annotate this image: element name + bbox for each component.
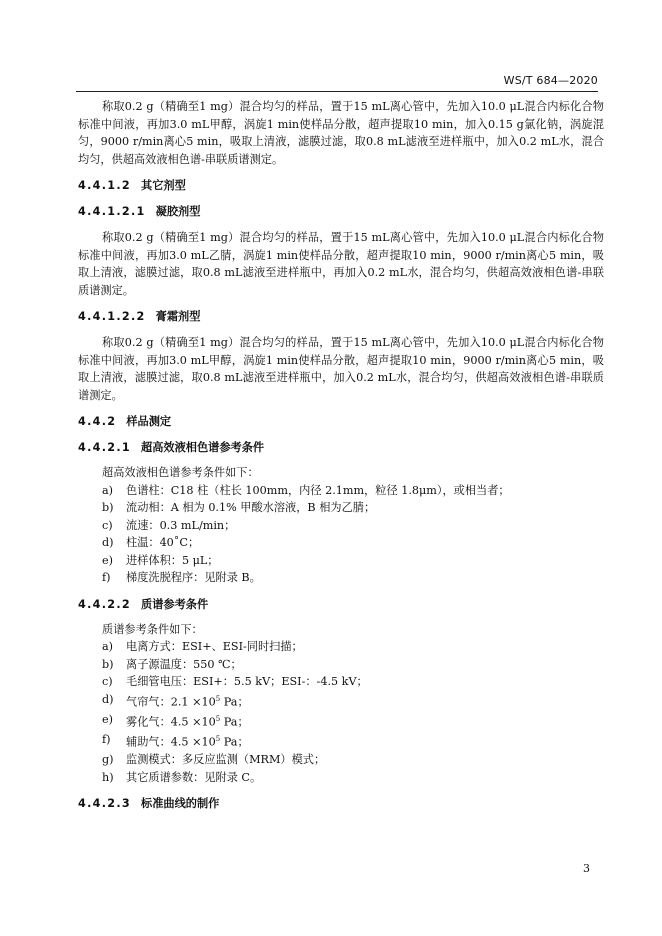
list-label: e) [102, 712, 113, 726]
ms-conditions-list [78, 638, 604, 786]
list-label: d) [102, 536, 114, 549]
list-label: g) [102, 753, 114, 767]
list-item [78, 711, 604, 731]
heading-title: 膏霜剂型 [155, 310, 201, 323]
ms-conditions-intro: 质谱参考条件如下： [102, 622, 203, 636]
heading-number: 4.4.1.2 [78, 179, 131, 192]
list-text-suffix: Pa； [220, 695, 249, 709]
list-item [78, 751, 604, 769]
heading-title: 超高效液相色谱参考条件 [141, 441, 265, 454]
list-text-suffix: Pa； [220, 715, 249, 729]
page-content [78, 98, 604, 812]
heading-4-4-1-2 [78, 177, 604, 194]
list-text: 离子源温度：550 ℃； [126, 657, 242, 671]
heading-4-4-2 [78, 413, 604, 430]
list-label: c) [102, 518, 113, 532]
heading-title: 质谱参考条件 [141, 597, 209, 611]
list-text: 毛细管电压：ESI+：5.5 kV；ESI-：-4.5 kV； [126, 675, 368, 688]
heading-number: 4.4.2.2 [78, 597, 131, 611]
list-item [78, 691, 604, 711]
list-item [78, 499, 604, 517]
list-item [78, 534, 604, 552]
uplc-conditions-list [78, 482, 604, 587]
list-text: 其它质谱参数：见附录 C。 [126, 770, 262, 784]
list-item [78, 731, 604, 751]
list-label: a) [102, 483, 114, 497]
list-item [78, 673, 604, 691]
heading-4-4-2-1 [78, 439, 604, 456]
exponent: 5 [215, 694, 221, 703]
list-label: b) [102, 501, 114, 514]
heading-4-4-1-2-2 [78, 308, 604, 325]
list-text: 柱温：40˚C； [126, 536, 200, 549]
heading-title: 样品测定 [126, 415, 172, 428]
list-text: 流速：0.3 mL/min； [126, 518, 236, 532]
list-label: d) [102, 692, 114, 706]
list-text-suffix: Pa； [220, 735, 249, 749]
list-label: f) [102, 571, 111, 584]
list-label: f) [102, 732, 111, 746]
list-item [78, 769, 604, 787]
list-item [78, 638, 604, 656]
list-label: h) [102, 770, 114, 784]
paragraph-default-prep: 称取0.2 g（精确至1 mg）混合均匀的样品，置于15 mL离心管中，先加入10.0 μL混合内标化合物标准中间液，再加3.0 mL甲醇，涡旋1 min使样品分散，超声提取10 min，加入0.15 g氯化钠，涡旋混匀，9000 r/min离心5 min，吸取上清液，滤膜过滤，取0.8 mL滤液至进样瓶中，加入0.2 mL水，混合均匀，供超高效液相色谱-串联质谱测定。 [78, 100, 604, 166]
heading-4-4-2-2 [78, 596, 604, 613]
heading-number: 4.4.2 [78, 415, 117, 428]
list-item [78, 482, 604, 500]
list-text: 色谱柱：C18 柱（柱长 100mm，内径 2.1mm，粒径 1.8μm），或相当者； [126, 483, 510, 497]
list-text: 气帘气：2.1 ×10 [126, 695, 216, 709]
heading-number: 4.4.2.1 [78, 441, 131, 454]
standard-code-header: WS/T 684—2020 [503, 74, 598, 87]
heading-number: 4.4.1.2.1 [78, 205, 146, 218]
header-rule [76, 91, 598, 92]
heading-4-4-2-3 [78, 795, 604, 812]
list-text: 雾化气：4.5 ×10 [126, 715, 216, 729]
heading-number: 4.4.2.3 [78, 797, 131, 811]
list-label: b) [102, 657, 114, 671]
paragraph-cream-prep: 称取0.2 g（精确至1 mg）混合均匀的样品，置于15 mL离心管中，先加入10.0 μL混合内标化合物标准中间液，再加3.0 mL甲醇，涡旋1 min使样品分散，超声提取10 min，9000 r/min离心5 min，吸取上清液，滤膜过滤，取0.8 mL滤液至进样瓶中，加入0.2 mL水，混合均匀，供超高效液相色谱-串联质谱测定。 [78, 336, 604, 402]
heading-title: 其它剂型 [141, 179, 186, 192]
list-label: c) [102, 675, 113, 688]
list-text: 监测模式：多反应监测（MRM）模式； [126, 753, 326, 767]
list-item [78, 569, 604, 587]
paragraph-gel-prep: 称取0.2 g（精确至1 mg）混合均匀的样品，置于15 mL离心管中，先加入10.0 μL混合内标化合物标准中间液，再加3.0 mL乙腈，涡旋1 min使样品分散，超声提取10 min，9000 r/min离心5 min，吸取上清液，滤膜过滤，取0.8 mL滤液至进样瓶中，再加入0.2 mL水，混合均匀，供超高效液相色谱-串联质谱测定。 [78, 231, 604, 297]
heading-title: 凝胶剂型 [155, 205, 201, 218]
list-text: 电离方式：ESI+、ESI-同时扫描； [126, 640, 303, 653]
list-item [78, 552, 604, 570]
list-text: 流动相：A 相为 0.1% 甲酸水溶液，B 相为乙腈； [126, 501, 376, 514]
list-item [78, 517, 604, 535]
heading-number: 4.4.1.2.2 [78, 310, 146, 323]
list-text: 梯度洗脱程序：见附录 B。 [126, 571, 261, 584]
uplc-conditions-intro: 超高效液相色谱参考条件如下： [102, 466, 259, 479]
heading-title: 标准曲线的制作 [141, 797, 220, 811]
exponent: 5 [215, 714, 221, 723]
list-label: e) [102, 553, 113, 567]
exponent: 5 [215, 734, 221, 743]
page-number: 3 [583, 862, 590, 875]
list-text: 进样体积：5 μL； [126, 553, 219, 567]
list-label: a) [102, 640, 114, 653]
list-text: 辅助气：4.5 ×10 [126, 735, 216, 749]
list-item [78, 656, 604, 674]
heading-4-4-1-2-1 [78, 203, 604, 220]
